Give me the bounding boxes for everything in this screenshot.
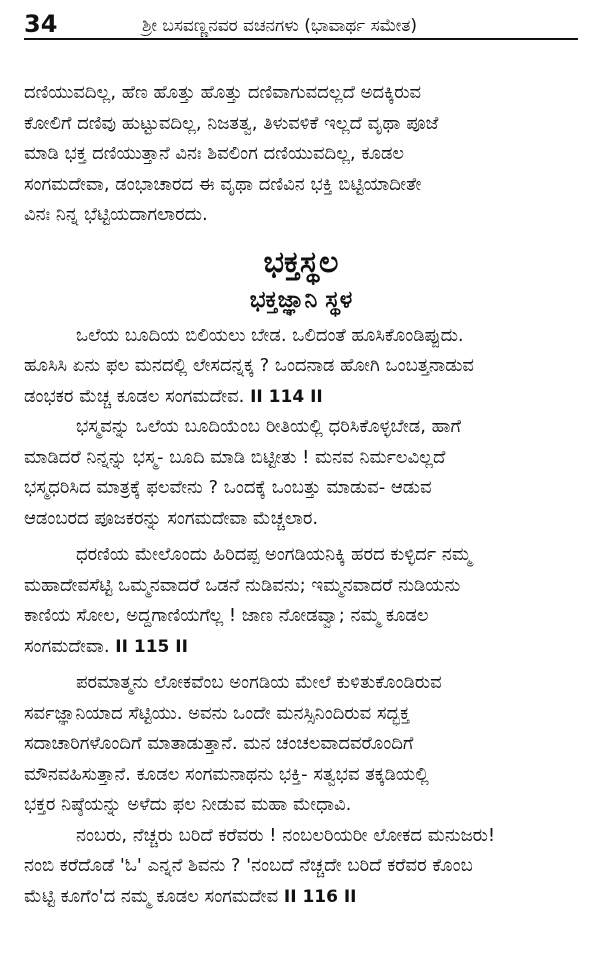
verse-number: II 115 II <box>115 636 188 657</box>
text-line: ಮೌನವಹಿಸುತ್ತಾನೆ. ಕೂಡಲ ಸಂಗಮನಾಥನು ಭಕ್ತಿ- ಸತ್ವಭವ ತಕ್ಕಡಿಯಲ್ಲಿ <box>24 763 429 785</box>
text-line: ಸಂಗಮದೇವಾ, ಡಂಭಾಚಾರದ ಈ ವೃಥಾ ದಣಿವಿನ ಭಕ್ತಿ ಬಿಟ್ಟಿಯಾದೀತೇ <box>24 173 422 195</box>
text-line: ಸದಾಚಾರಿಗಳೊಂದಿಗೆ ಮಾತಾಡುತ್ತಾನೆ. ಮನ ಚಂಚಲವಾದವರೊಂದಿಗೆ <box>24 733 414 754</box>
text-line: ಸಂಗಮದೇವಾ. <box>24 635 110 657</box>
text-line: ಒಲೆಯ ಬೂದಿಯ ಬಿಲಿಯಲು ಬೇಡ. ಒಲಿದಂತೆ ಹೂಸಿಕೊಂಡಿಪ್ಪುದು. <box>76 324 464 346</box>
running-title: ಶ್ರೀ ಬಸವಣ್ಣನವರ ವಚನಗಳು (ಭಾವಾರ್ಥ ಸಮೇತ) <box>142 16 418 36</box>
text-line: ಮಹಾದೇವಸೆಟ್ಟಿ ಒಮ್ಮನವಾದರೆ ಒಡನೆ ನುಡಿವನು; ಇಮ್ಮನವಾದರೆ ನುಡಿಯನು <box>24 574 461 596</box>
text-line: ನಂಬಿ ಕರೆದೊಡೆ 'ಓ' ಎನ್ನನೆ ಶಿವನು ? 'ನಂಬದೆ ನೆಚ್ಚದೇ ಬರಿದೆ ಕರೆವರ ಕೊಂಬ <box>24 855 473 876</box>
text-line: ಮಾಡಿದರೆ ನಿನ್ನನ್ನು ಭಸ್ಮ- ಬೂದಿ ಮಾಡಿ ಬಿಟ್ಟೀತು ! ಮನವ ನಿರ್ಮಲವಿಲ್ಲದೆ <box>24 446 446 468</box>
text-line-last <box>24 882 578 913</box>
text-line: ಆಡಂಬರದ ಪೂಜಕರನ್ನು ಸಂಗಮದೇವಾ ಮೆಚ್ಚಲಾರ. <box>24 507 319 529</box>
text-line-last <box>24 632 578 663</box>
section-title: ಭಕ್ತಸ್ಥಲ <box>263 244 339 280</box>
text-line: ನಂಬರು, ನೆಚ್ಚರು ಬರಿದೆ ಕರೆವರು ! ನಂಬಲರಿಯರೀ ಲೋಕದ ಮನುಜರು! <box>76 824 496 846</box>
page-number: 34 <box>24 10 58 38</box>
meaning-114 <box>24 412 578 534</box>
vachana-116 <box>24 821 578 913</box>
vachana-114 <box>24 321 578 413</box>
text-line: ಧರಣಿಯ ಮೇಲೊಂದು ಹಿರಿದಪ್ಪ ಅಂಗಡಿಯನಿಕ್ಕಿ ಹರದ ಕುಳ್ಳಿರ್ದ ನಮ್ಮ <box>76 544 472 565</box>
vachana-115 <box>24 540 578 662</box>
section-subtitle: ಭಕ್ತಜ್ಞಾನಿ ಸ್ಥಳ <box>249 286 353 313</box>
text-line: ಕಾಣಿಯ ಸೋಲ, ಅದ್ದಗಾಣಿಯಗೆಲ್ಲ ! ಜಾಣ ನೋಡವ್ವಾ; ನಮ್ಮ ಕೂಡಲ <box>24 605 429 626</box>
text-line: ಭಕ್ತರ ನಿಷ್ಠೆಯನ್ನು ಅಳೆದು ಫಲ ನೀಡುವ ಮಹಾ ಮೇಧಾವಿ. <box>24 794 352 815</box>
verse-number: II 114 II <box>250 386 323 407</box>
text-line: ಹೂಸಿಸಿ ಏನು ಫಲ ಮನದಲ್ಲಿ ಲೇಸದನ್ನಕ್ಕ ? ಒಂದನಾಡ ಹೋಗಿ ಒಂಬತ್ತನಾಡುವ <box>24 355 474 376</box>
text-line: ಭಸ್ಮಧರಿಸಿದ ಮಾತ್ರಕ್ಕೆ ಫಲವೇನು ? ಒಂದಕ್ಕೆ ಒಂಬತ್ತು ಮಾಡುವ- ಆಡುವ <box>24 477 432 498</box>
paragraph-continued <box>24 78 578 231</box>
text-line: ಕೋಲಿಗೆ ದಣಿವು ಹುಟ್ಟುವದಿಲ್ಲ, ನಿಜತತ್ವ, ತಿಳುವಳಿಕೆ ಇಲ್ಲದೆ ವೃಥಾ ಪೂಜೆ <box>24 112 439 134</box>
text-line: ಮಾಡಿ ಭಕ್ತ ದಣಿಯುತ್ತಾನೆ ವಿನಃ ಶಿವಲಿಂಗ ದಣಿಯುವದಿಲ್ಲ, ಕೂಡಲ <box>24 143 405 164</box>
text-line: ಡಂಭಕರ ಮೆಚ್ಚ ಕೂಡಲ ಸಂಗಮದೇವ. <box>24 385 245 407</box>
text-line: ವಿನಃ ನಿನ್ನ ಭೆಟ್ಟಿಯದಾಗಲಾರದು. <box>24 204 208 225</box>
text-line: ಪರಮಾತ್ಮನು ಲೋಕವೆಂಬ ಅಂಗಡಿಯ ಮೇಲೆ ಕುಳಿತುಕೊಂಡಿರುವ <box>76 672 442 693</box>
text-line: ದಣಿಯುವದಿಲ್ಲ, ಹೆಣ ಹೊತ್ತು ಹೊತ್ತು ದಣಿವಾಗುವದಲ್ಲದೆ ಅದಕ್ಕಿರುವ <box>24 82 422 103</box>
text-line: ಭಸ್ಮವನ್ನು ಒಲೆಯ ಬೂದಿಯೆಂಬ ರೀತಿಯಲ್ಲಿ ಧರಿಸಿಕೊಳ್ಳಬೇಡ, ಹಾಗೆ <box>76 416 461 437</box>
text-line-last <box>24 382 578 413</box>
text-line: ಸರ್ವಜ್ಞಾನಿಯಾದ ಸೆಟ್ಟಿಯು. ಅವನು ಒಂದೇ ಮನಸ್ಸಿನಿಂದಿರುವ ಸದ್ಭಕ್ತ <box>24 702 410 724</box>
text-line: ಮೆಟ್ಟಿ ಕೂಗೆಂ'ದ ನಮ್ಮ ಕೂಡಲ ಸಂಗಮದೇವ <box>24 885 279 907</box>
verse-number: II 116 II <box>283 886 357 907</box>
page-header <box>24 0 578 40</box>
meaning-115 <box>24 668 578 821</box>
